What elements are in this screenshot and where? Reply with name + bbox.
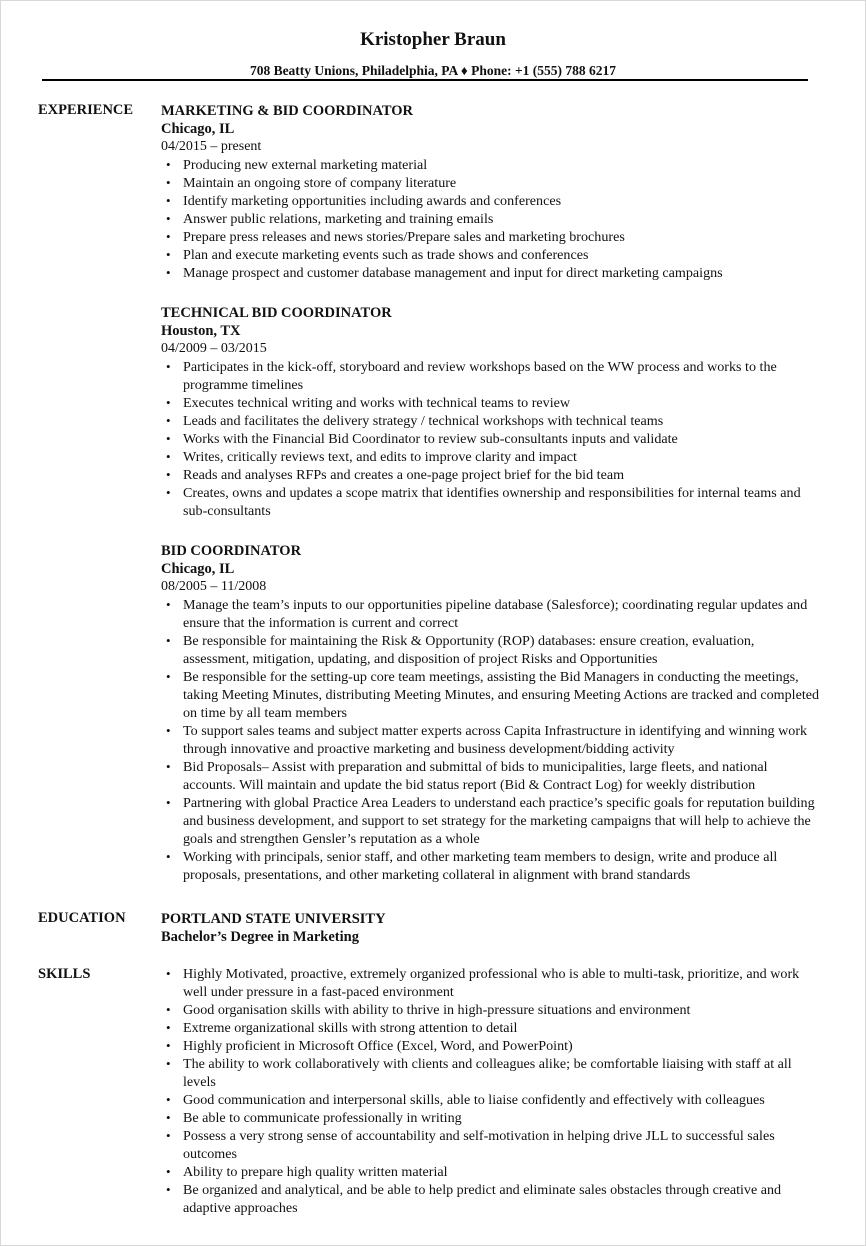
list-item: • Prepare press releases and news stories/Prepare sales and marketing brochures <box>183 228 821 246</box>
section-label-skills: SKILLS <box>38 966 91 982</box>
job-title: BID COORDINATOR <box>161 543 302 559</box>
list-item: • Works with the Financial Bid Coordinator to review sub-consultants inputs and validate <box>183 430 821 448</box>
list-item: • Writes, critically reviews text, and edits to improve clarity and impact <box>183 448 821 466</box>
list-item: • The ability to work collaboratively with clients and colleagues alike; be comfortable liaising with staff at all levels <box>183 1055 821 1091</box>
job-location: Houston, TX <box>161 323 241 339</box>
list-item: • Creates, owns and updates a scope matrix that identifies ownership and responsibilities for internal teams and sub-consultants <box>183 484 821 520</box>
job-entry <box>161 542 821 884</box>
list-item: • Producing new external marketing material <box>183 156 821 174</box>
resume-header <box>0 28 866 80</box>
list-item: • Plan and execute marketing events such as trade shows and conferences <box>183 246 821 264</box>
job-dates: 04/2015 – present <box>161 139 262 154</box>
job-location: Chicago, IL <box>161 561 235 577</box>
list-item: • Maintain an ongoing store of company literature <box>183 174 821 192</box>
job-title: MARKETING & BID COORDINATOR <box>161 103 414 119</box>
section-label-education: EDUCATION <box>38 910 126 926</box>
list-item: • Good communication and interpersonal skills, able to liaise confidently and effectively with colleagues <box>183 1091 821 1109</box>
list-item: • Good organisation skills with ability to thrive in high-pressure situations and environment <box>183 1001 821 1019</box>
header-divider <box>42 79 808 81</box>
job-location: Chicago, IL <box>161 121 235 137</box>
job-dates: 04/2009 – 03/2015 <box>161 341 267 356</box>
job-title: TECHNICAL BID COORDINATOR <box>161 305 392 321</box>
list-item: • Bid Proposals– Assist with preparation and submittal of bids to municipalities, large fleets, and national accounts. Will maintain and update the bid status report (Bid & Contract Log) for weekly distribution <box>183 758 821 794</box>
list-item: • Highly proficient in Microsoft Office (Excel, Word, and PowerPoint) <box>183 1037 821 1055</box>
list-item: • Answer public relations, marketing and training emails <box>183 210 821 228</box>
list-item: • Extreme organizational skills with strong attention to detail <box>183 1019 821 1037</box>
job-entry <box>161 304 821 520</box>
list-item: • Partnering with global Practice Area Leaders to understand each practice’s specific goals for reputation building and business development, and support to set strategy for the marketing campaigns that will help to achieve the goals and strengthen Gensler’s reputation as a whole <box>183 794 821 848</box>
list-item: • Manage the team’s inputs to our opportunities pipeline database (Salesforce); coordinating regular updates and ensure that the information is current and correct <box>183 596 821 632</box>
contact-line: 708 Beatty Unions, Philadelphia, PA ♦ Phone: +1 (555) 788 6217 <box>249 63 617 78</box>
list-item: • Executes technical writing and works with technical teams to review <box>183 394 821 412</box>
list-item: • Manage prospect and customer database management and input for direct marketing campaigns <box>183 264 821 282</box>
education-entry <box>161 910 821 946</box>
list-item: • To support sales teams and subject matter experts across Capita Infrastructure in identifying and winning work through innovative and proactive marketing and business development/bidding activity <box>183 722 821 758</box>
job-entry <box>161 102 821 282</box>
list-item: • Leads and facilitates the delivery strategy / technical workshops with technical teams <box>183 412 821 430</box>
skills-bullets <box>161 965 821 1217</box>
list-item: • Ability to prepare high quality written material <box>183 1163 821 1181</box>
job-bullets <box>161 156 821 282</box>
list-item: • Working with principals, senior staff, and other marketing team members to design, write and produce all proposals, presentations, and other marketing collateral in alignment with brand standards <box>183 848 821 884</box>
list-item: • Be able to communicate professionally in writing <box>183 1109 821 1127</box>
list-item: • Highly Motivated, proactive, extremely organized professional who is able to multi-task, prioritize, and work well under pressure in a fast-paced environment <box>183 965 821 1001</box>
list-item: • Reads and analyses RFPs and creates a one-page project brief for the bid team <box>183 466 821 484</box>
list-item: • Possess a very strong sense of accountability and self-motivation in helping drive JLL to successful sales outcomes <box>183 1127 821 1163</box>
job-bullets <box>161 596 821 884</box>
list-item: • Identify marketing opportunities including awards and conferences <box>183 192 821 210</box>
skills-list <box>161 965 821 1217</box>
candidate-name: Kristopher Braun <box>360 29 506 50</box>
job-dates: 08/2005 – 11/2008 <box>161 579 267 594</box>
list-item: • Be responsible for the setting-up core team meetings, assisting the Bid Managers in conducting the meetings, taking Meeting Minutes, distributing Meeting Minutes, and ensuring Meeting Actions are tracked and completed on time by all team members <box>183 668 821 722</box>
job-bullets <box>161 358 821 520</box>
list-item: • Participates in the kick-off, storyboard and review workshops based on the WW process and works to the programme timelines <box>183 358 821 394</box>
section-label-experience: EXPERIENCE <box>38 102 134 118</box>
school-name: PORTLAND STATE UNIVERSITY <box>161 911 386 927</box>
list-item: • Be organized and analytical, and be able to help predict and eliminate sales obstacles through creative and adaptive approaches <box>183 1181 821 1217</box>
degree: Bachelor’s Degree in Marketing <box>161 929 359 945</box>
list-item: • Be responsible for maintaining the Risk & Opportunity (ROP) databases: ensure creation, evaluation, assessment, mitigation, updating, and disposition of project Risks and Opportunities <box>183 632 821 668</box>
